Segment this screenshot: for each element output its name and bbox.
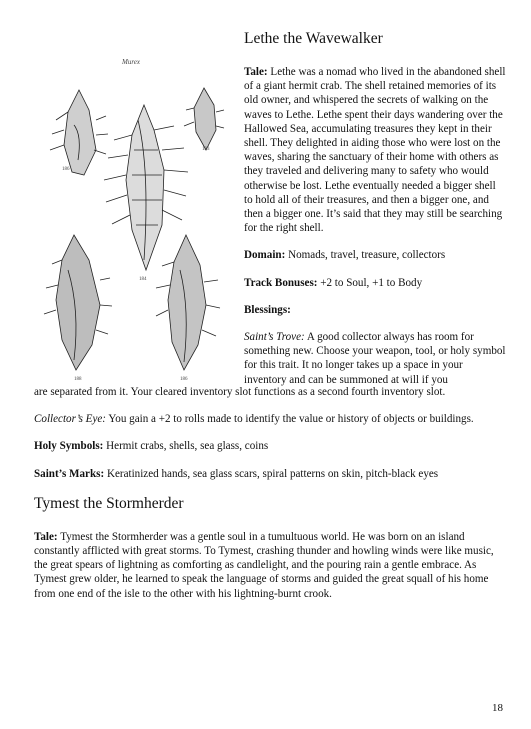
illustration-title: Murex (122, 58, 141, 66)
trove-label: Saint’s Trove: (244, 331, 305, 344)
holy-symbols-paragraph (34, 439, 502, 453)
blessings-heading: Blessings: (244, 303, 291, 316)
full-width-block (34, 385, 502, 601)
tale-text: Lethe was a nomad who lived in the abandoned shell of a giant hermit crab. The shell retained memories of its old owner, and whispered the secrets of walking on the waves to Lethe. Lethe spent their days wandering over the Hallowed Sea, accumulating treasures they kept in their shell. They delighted in aiding those who were lost on the waves, sharing the sanctuary of their home with others as they traveled and delivering many to safety who would otherwise be lost. Lethe eventually needed a bigger shell to hold all of their treasures, and then a bigger one, and then a bigger one. It’s said that they may still be searching for the right shell. (244, 66, 506, 235)
domain-label: Domain: (244, 249, 286, 262)
tale-paragraph (34, 530, 502, 601)
holy-symbols-text: Hermit crabs, shells, sea glass, coins (106, 440, 269, 453)
section-title: Tymest the Stormherder (34, 494, 184, 512)
tale-label: Tale: (34, 530, 58, 543)
page-number: 18 (492, 702, 503, 714)
illustration-number: 184 (139, 277, 147, 282)
right-column (244, 30, 506, 387)
domain-text: Nomads, travel, treasure, collectors (288, 249, 446, 262)
murex-shells-illustration (34, 50, 234, 385)
tale-text: Tymest the Stormherder was a gentle soul in a tumultuous world. He was born on an island constantly afflicted with great storms. To Tymest, crashing thunder and howling winds were like music, the great spears of lightning as comforting as candlelight, and the pouring rain a gentle embrace. As Tymest grew older, he learned to speak the language of storms and guided the great squall of his home from one end of the isle to the other with his lightning-burnt crook. (34, 530, 494, 600)
illustration-number: 186 (180, 377, 188, 382)
collectors-eye-text: You gain a +2 to rolls made to identify the value or history of objects or buildings. (108, 413, 474, 426)
saints-marks-label: Saint’s Marks: (34, 467, 105, 480)
saints-marks-paragraph (34, 467, 502, 481)
holy-symbols-label: Holy Symbols: (34, 440, 104, 453)
tale-paragraph (244, 65, 506, 235)
illustration-number: 188 (74, 377, 82, 382)
trove-paragraph-continued: are separated from it. Your cleared inventory slot functions as a second fourth inventory slot. (34, 386, 446, 398)
saints-marks-text: Keratinized hands, sea glass scars, spiral patterns on skin, pitch-black eyes (106, 467, 439, 480)
illustration-number: 183 (202, 147, 210, 152)
section-title: Lethe the Wavewalker (244, 30, 383, 47)
track-paragraph (244, 276, 506, 290)
illustration-number: 186 (62, 167, 70, 172)
track-label: Track Bonuses: (244, 276, 318, 289)
domain-paragraph (244, 248, 506, 262)
collectors-eye-paragraph (34, 412, 502, 426)
trove-text: A good collector always has room for something new. Choose your weapon, tool, or holy symbol for this trait. It no longer takes up a space in your inventory and can be summoned at will if you (244, 331, 506, 386)
collectors-eye-label: Collector’s Eye: (34, 413, 106, 426)
tale-label: Tale: (244, 66, 268, 78)
track-text: +2 to Soul, +1 to Body (320, 276, 423, 289)
trove-paragraph (244, 330, 506, 387)
